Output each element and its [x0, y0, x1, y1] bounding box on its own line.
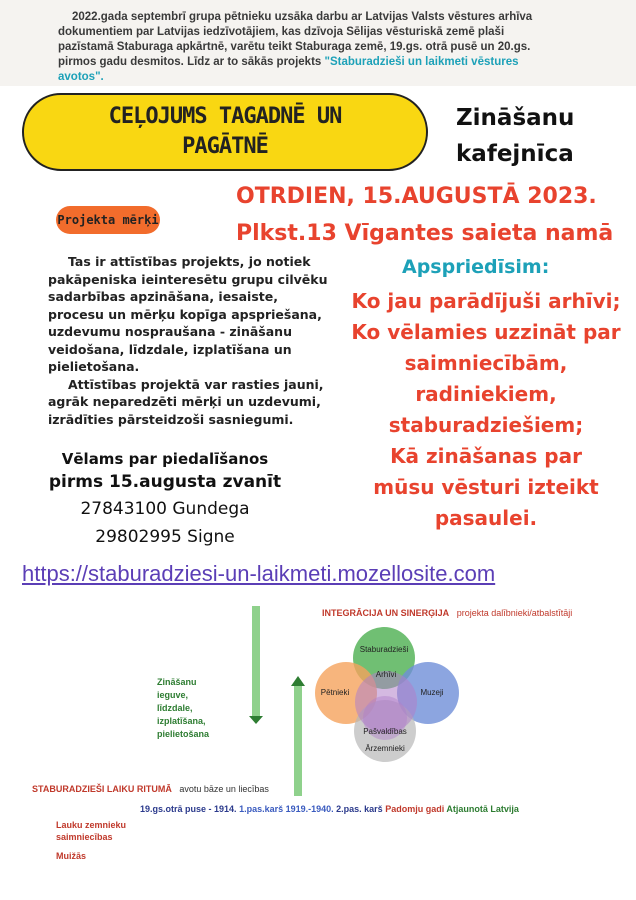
- diagram-title-text: INTEGRĀCIJA UN SINERĢIJA: [322, 608, 450, 618]
- goals-paragraph-2: Attīstības projektā var rasties jauni, agrāk neparedzēti mērķi un uzdevumi, izrādīties pārsteidzoši sasniegumi.: [48, 376, 324, 427]
- discussion-line: Kā zināšanas par: [390, 444, 582, 468]
- discussion-heading: Apspriedīsim:: [402, 256, 550, 278]
- discussion-line: Ko jau parādījuši arhīvi;: [351, 289, 621, 313]
- contact-line-2: pirms 15.augusta zvanīt: [48, 472, 282, 492]
- timeline-item-farms: Lauku zemnieku saimniecības: [56, 820, 127, 842]
- phone-gundega[interactable]: 27843100 Gundega: [80, 499, 250, 519]
- diagram-subtitle: projekta dalībnieki/atbalstītāji: [456, 608, 573, 618]
- banner-title: CEĻOJUMS TAGADNĒ UN PAGĀTNĒ: [108, 104, 342, 159]
- intro-body: 2022.gada septembrī grupa pētnieku uzsāka darbu ar Latvijas Valsts vēstures arhīva dokumentiem par Latvijas iedzīvotājiem, kas dzīvoja Sēlijas vēsturiskā zemē plaši pazīstamā Staburaga apkārtnē, varētu teikt Staburaga zemē, 19.gs. otrā pusē un 20.gs. pirmos gadu desmitos. Līdz ar to sākās projekts: [58, 11, 533, 68]
- knowledge-label-line: izplatīšana,: [157, 716, 206, 726]
- goals-paragraph-1: Tas ir attīstības projekts, jo notiek pakāpeniska ieinteresētu grupu cilvēku sadarbības apzināšana, iesaiste, procesu un mērķu kopīga apspriešana, uzdevumu nospraušana - zināšanu veidošana, līdzdale, izplatīšana un pielietošana.: [48, 254, 328, 374]
- label-arzemnieki: Ārzemnieki: [365, 744, 405, 753]
- arrow-up-shaft: [294, 684, 302, 796]
- period-2: 1.pas.karš 1919.-1940.: [239, 804, 334, 814]
- knowledge-label: [157, 676, 237, 741]
- contact-line-1: Vēlams par piedalīšanos: [61, 450, 269, 468]
- arrow-down-shaft: [252, 606, 260, 718]
- project-name: "Staburadzieši un laikmeti vēstures avotos".: [58, 56, 519, 83]
- event-date: OTRDIEN, 15.AUGUSTĀ 2023.: [236, 184, 597, 209]
- knowledge-label-line: pielietošana: [157, 729, 210, 739]
- timeline-heading: [32, 783, 269, 795]
- arrow-down-head: [249, 716, 263, 724]
- label-staburadziesi: Staburadzieši: [359, 645, 409, 654]
- phone-signe[interactable]: 29802995 Signe: [95, 527, 235, 547]
- label-muzeji: Muzeji: [420, 688, 444, 697]
- project-goals-button[interactable]: Projekta mērķi: [56, 206, 160, 234]
- period-3: 2.pas. karš: [336, 804, 383, 814]
- period-1: 19.gs.otrā puse - 1914.: [140, 804, 237, 814]
- period-4: Padomju gadi: [385, 804, 445, 814]
- knowledge-label-line: Zināšanu: [157, 677, 197, 687]
- discussion-line: radiniekiem,: [415, 382, 557, 406]
- arrow-up-head: [291, 676, 305, 686]
- timeline-periods: [140, 803, 519, 815]
- timeline-item-manors: Muižās: [56, 851, 87, 861]
- discussion-line: pasaulei.: [434, 506, 538, 530]
- timeline-heading-sub: avotu bāze un liecības: [179, 784, 269, 794]
- event-type: Zināšanu kafejnīca: [456, 105, 575, 167]
- discussion-line: staburadziešiem;: [388, 413, 584, 437]
- knowledge-label-line: līdzdale,: [157, 703, 193, 713]
- timeline-heading-text: STABURADZIEŠI LAIKU RITUMĀ: [32, 784, 172, 794]
- label-petnieki: Pētnieki: [320, 688, 350, 697]
- discussion-line: mūsu vēsturi izteikt: [373, 475, 599, 499]
- label-arhivi: Arhīvi: [375, 670, 397, 679]
- period-5: Atjaunotā Latvija: [446, 804, 519, 814]
- knowledge-label-line: ieguve,: [157, 690, 189, 700]
- discussion-line: saimniecībām,: [404, 351, 568, 375]
- discussion-line: Ko vēlamies uzzināt par: [351, 320, 621, 344]
- label-pasvaldibas: Pašvaldības: [363, 727, 407, 736]
- event-place: Plkst.13 Vīgantes saieta namā: [236, 221, 614, 246]
- website-link[interactable]: https://staburadziesi-un-laikmeti.mozellosite.com: [22, 561, 496, 586]
